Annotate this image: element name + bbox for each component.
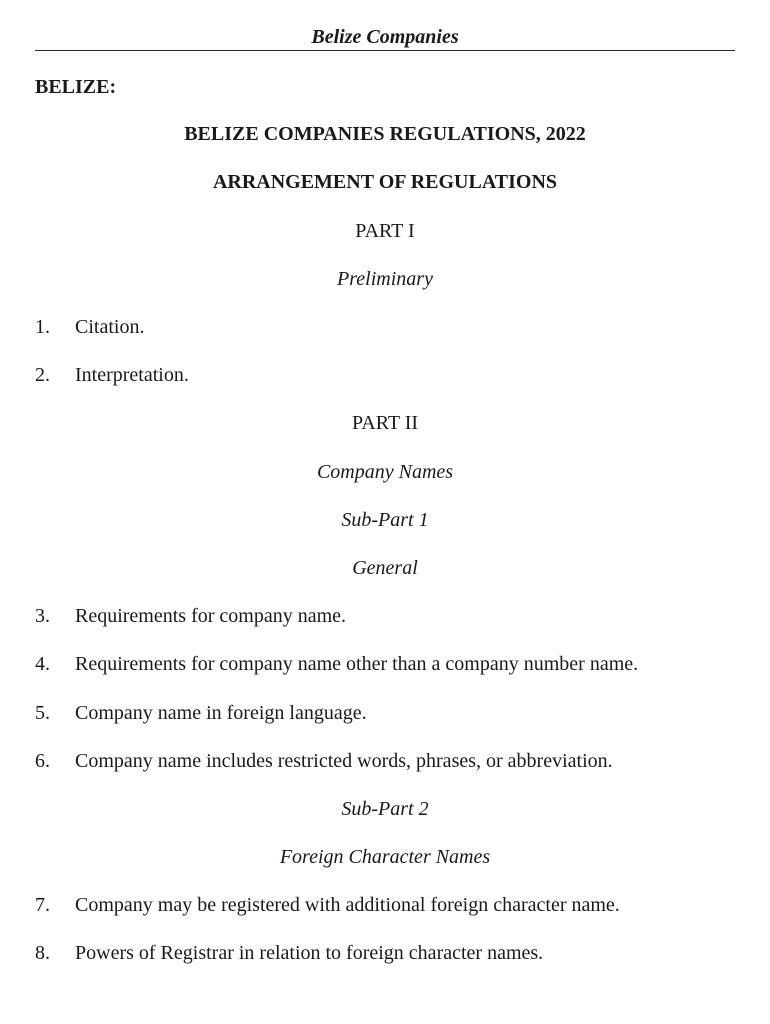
list-item — [0, 748, 770, 774]
list-item — [0, 940, 770, 966]
list-item — [0, 603, 770, 629]
item-number: 5. — [35, 702, 50, 724]
part-heading: Company Names — [316, 461, 454, 483]
list-item — [0, 362, 770, 388]
item-text: Company name in foreign language. — [75, 702, 367, 724]
subpart-heading: General — [352, 557, 418, 579]
country-label: BELIZE: — [35, 76, 117, 98]
part-label: PART II — [351, 412, 419, 434]
subpart-heading: Foreign Character Names — [279, 846, 491, 868]
item-text: Requirements for company name. — [75, 605, 347, 627]
item-number: 7. — [35, 894, 50, 916]
item-text: Interpretation. — [75, 364, 189, 386]
item-text: Requirements for company name other than a company number name. — [75, 653, 639, 675]
item-number: 8. — [35, 942, 50, 964]
item-text: Powers of Registrar in relation to foreign character names. — [75, 942, 544, 964]
item-number: 3. — [35, 605, 50, 627]
document-title: BELIZE COMPANIES REGULATIONS, 2022 — [184, 123, 586, 145]
part-label: PART I — [355, 220, 415, 242]
item-number: 4. — [35, 653, 50, 675]
item-text: Company may be registered with additional foreign character name. — [75, 894, 620, 916]
subpart-label: Sub-Part 1 — [341, 509, 429, 531]
part-heading: Preliminary — [337, 268, 433, 290]
header-rule — [35, 50, 735, 51]
list-item — [0, 700, 770, 726]
item-text: Citation. — [75, 316, 145, 338]
list-item — [0, 314, 770, 340]
list-item — [0, 651, 770, 677]
subpart-label: Sub-Part 2 — [341, 798, 429, 820]
item-number: 6. — [35, 750, 50, 772]
item-number: 2. — [35, 364, 50, 386]
document-subtitle: ARRANGEMENT OF REGULATIONS — [212, 171, 558, 193]
running-header: Belize Companies — [311, 26, 459, 48]
item-text: Company name includes restricted words, phrases, or abbreviation. — [75, 750, 613, 772]
item-number: 1. — [35, 316, 50, 338]
list-item — [0, 892, 770, 918]
